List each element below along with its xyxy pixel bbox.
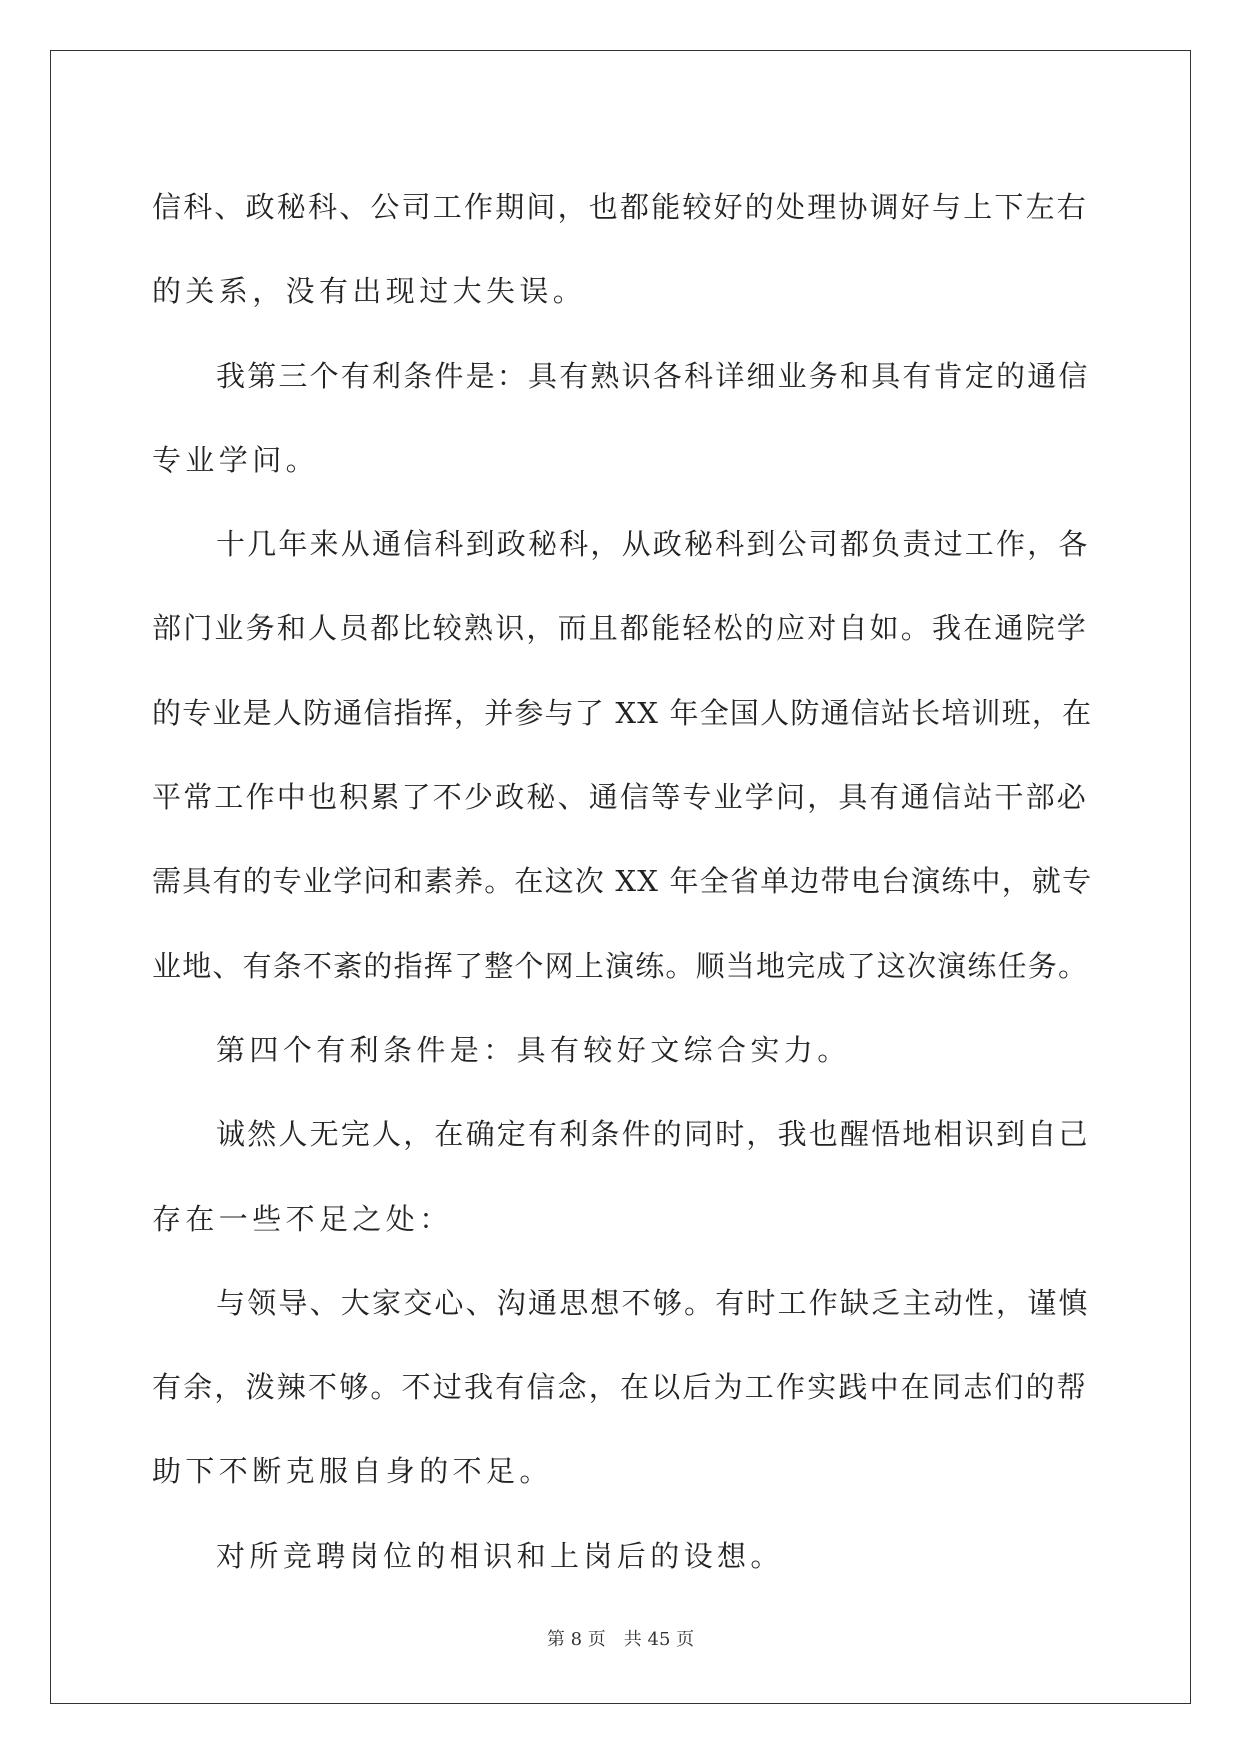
text-line: 专业学问。 [152, 442, 320, 477]
text-line: 存在一些不足之处： [152, 1201, 453, 1236]
text-line: 业地、有条不紊的指挥了整个网上演练。顺当地完成了这次演练任务。 [152, 948, 1089, 983]
text-line: 的专业是人防通信指挥，并参与了 XX 年全国人防通信站长培训班，在 [152, 695, 1093, 730]
text-line: 诚然人无完人，在确定有利条件的同时，我也醒悟地相识到自己 [216, 1117, 1090, 1152]
text-line: 第四个有利条件是：具有较好文综合实力。 [216, 1032, 851, 1067]
text-line: 有余，泼辣不够。不过我有信念，在以后为工作实践中在同志们的帮 [152, 1370, 1089, 1405]
page-number: 第 8 页 [546, 1629, 606, 1650]
text-line: 信科、政秘科、公司工作期间，也都能较好的处理协调好与上下左右 [152, 190, 1089, 224]
text-line: 与领导、大家交心、沟通思想不够。有时工作缺乏主动性，谨慎 [216, 1285, 1090, 1320]
text-line: 平常工作中也积累了不少政秘、通信等专业学问，具有通信站干部必 [152, 780, 1089, 815]
page-total: 共 45 页 [623, 1629, 695, 1650]
document-body [152, 165, 1092, 1598]
text-line: 需具有的专业学问和素养。在这次 XX 年全省单边带电台演练中，就专 [152, 864, 1093, 899]
text-line: 的关系，没有出现过大失误。 [152, 274, 587, 309]
text-line: 对所竞聘岗位的相识和上岗后的设想。 [216, 1538, 784, 1573]
text-line: 我第三个有利条件是：具有熟识各科详细业务和具有肯定的通信 [216, 358, 1090, 393]
page-footer [0, 1625, 1241, 1651]
text-line: 部门业务和人员都比较熟识，而且都能轻松的应对自如。我在通院学 [152, 611, 1089, 646]
text-line: 助下不断克服自身的不足。 [152, 1454, 553, 1489]
text-line: 十几年来从通信科到政秘科，从政秘科到公司都负责过工作，各 [216, 527, 1090, 562]
